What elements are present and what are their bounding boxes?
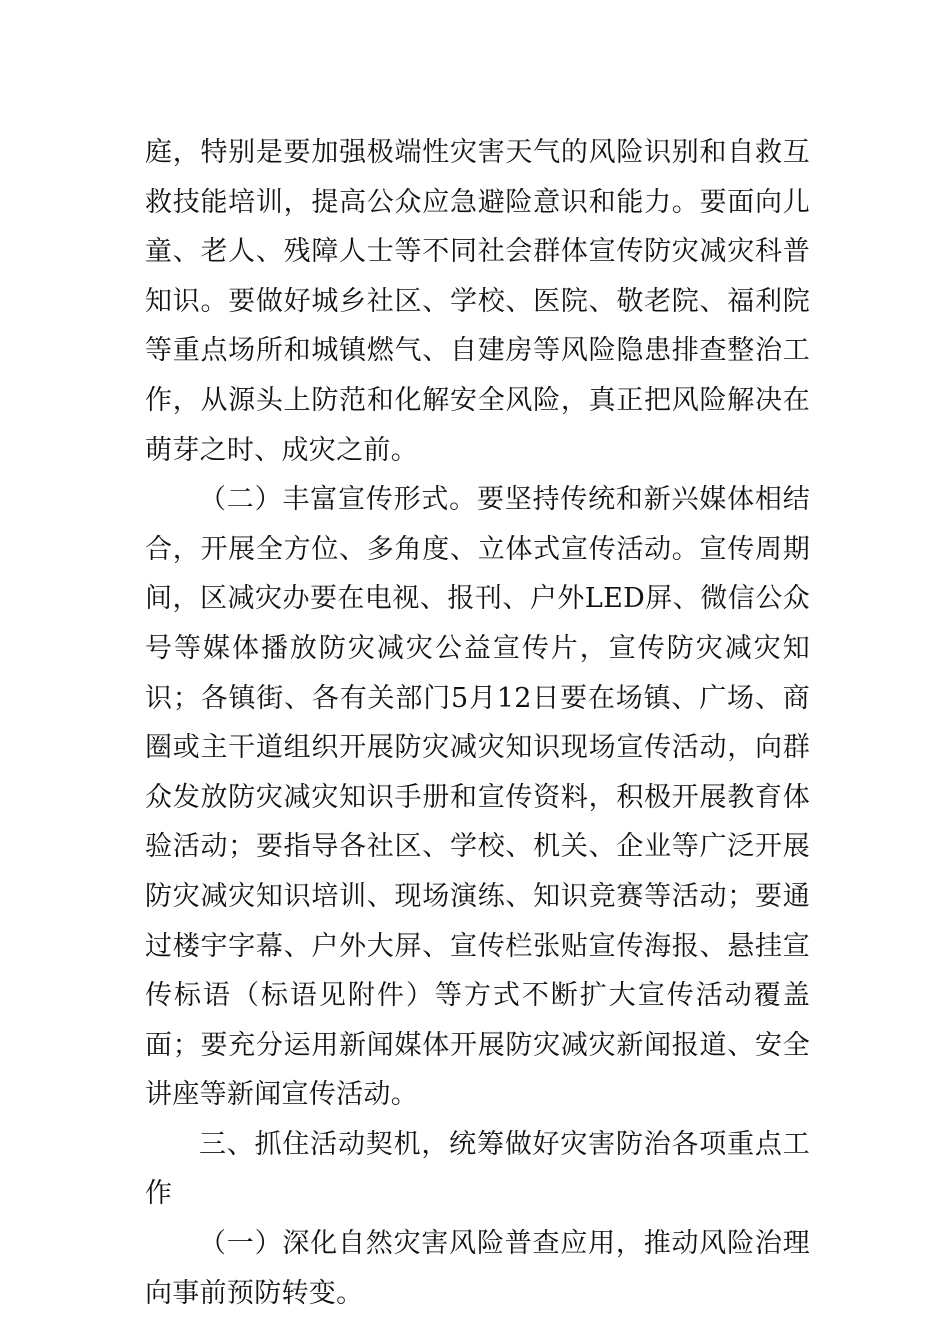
paragraph-continuation: 庭，特别是要加强极端性灾害天气的风险识别和自救互救技能培训，提高公众应急避险意识和能力。要面向儿童、老人、残障人士等不同社会群体宣传防灾减灾科普知识。要做好城乡社区、学校、医院、敬老院、福利院等重点场所和城镇燃气、自建房等风险隐患排查整治工作，从源头上防范和化解安全风险，真正把风险解决在萌芽之时、成灾之前。 [145, 137, 810, 466]
paragraph-section-2-2: （二）丰富宣传形式。要坚持传统和新兴媒体相结合，开展全方位、多角度、立体式宣传活动。宣传周期间，区减灾办要在电视、报刊、户外LED屏、微信公众号等媒体播放防灾减灾公益宣传片，宣传防灾减灾知识；各镇街、各有关部门5月12日要在场镇、广场、商圈或主干道组织开展防灾减灾知识现场宣传活动，向群众发放防灾减灾知识手册和宣传资料，积极开展教育体验活动；要指导各社区、学校、机关、企业等广泛开展防灾减灾知识培训、现场演练、知识竞赛等活动；要通过楼宇字幕、户外大屏、宣传栏张贴宣传海报、悬挂宣传标语（标语见附件）等方式不断扩大宣传活动覆盖面；要充分运用新闻媒体开展防灾减灾新闻报道、安全讲座等新闻宣传活动。 [145, 484, 810, 1111]
document-body [145, 128, 810, 1318]
paragraph-section-3-1: （一）深化自然灾害风险普查应用，推动风险治理向事前预防转变。 [145, 1228, 810, 1309]
section-heading-3: 三、抓住活动契机，统筹做好灾害防治各项重点工作 [145, 1128, 810, 1210]
